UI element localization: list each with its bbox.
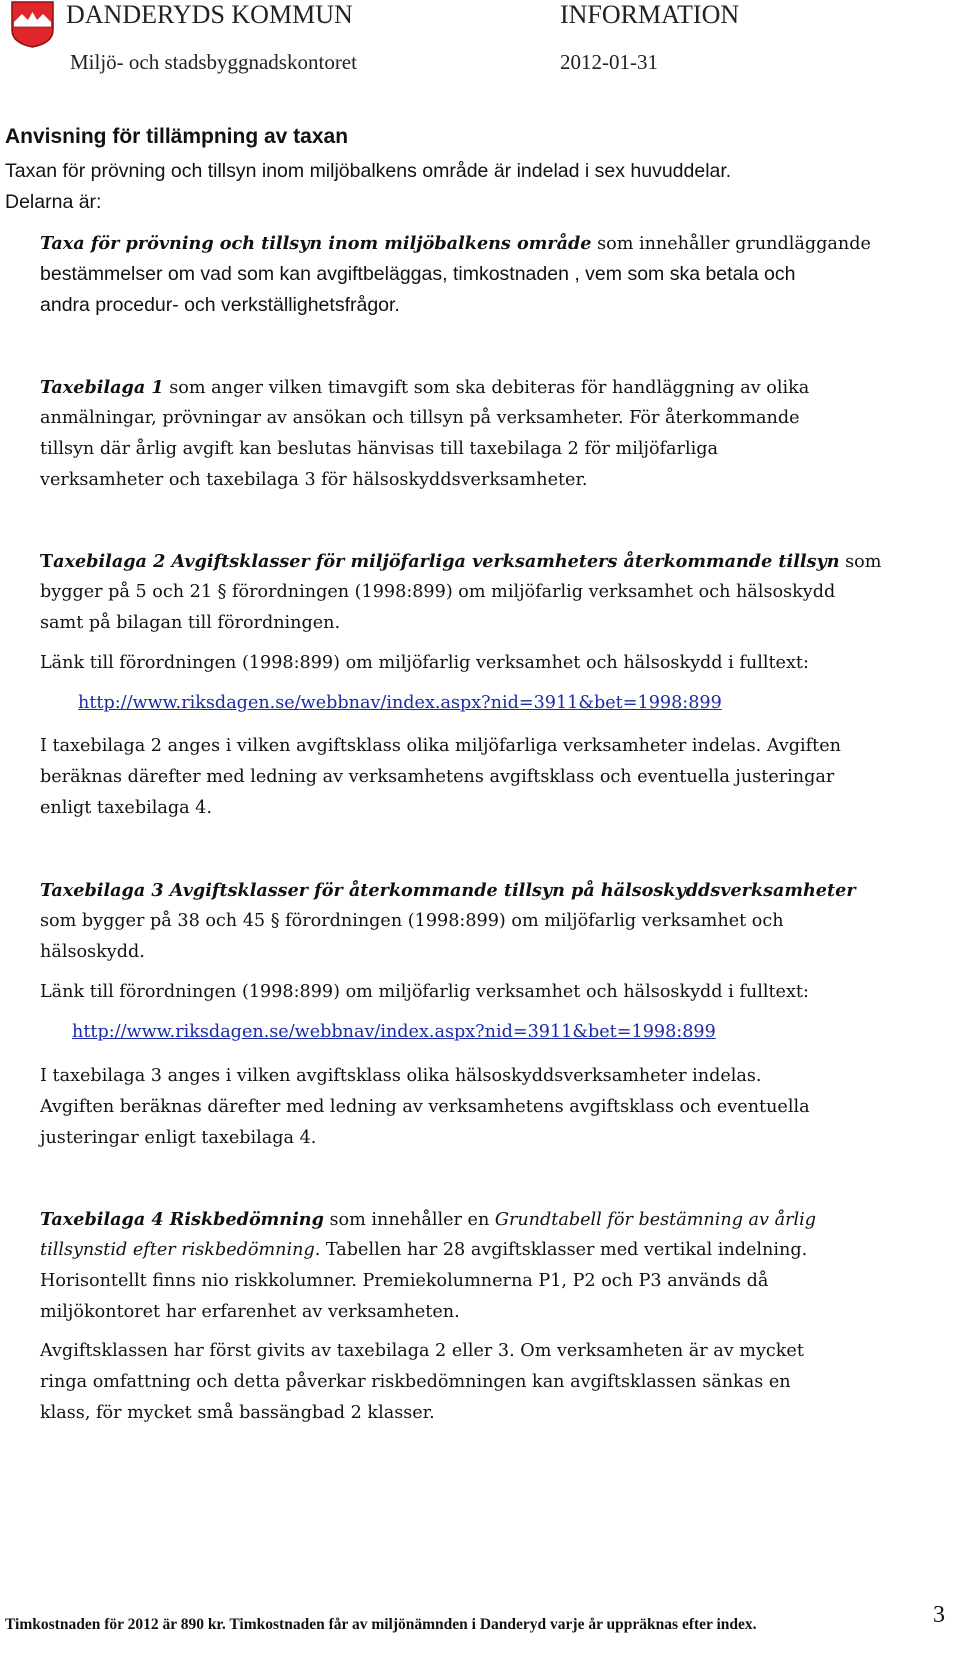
section-line: verksamheter och taxebilaga 3 för hälsoskyddsverksamheter.	[40, 470, 588, 490]
page-title: Anvisning för tillämpning av taxan	[5, 125, 349, 148]
link-label: Länk till förordningen (1998:899) om miljöfarlig verksamhet och hälsoskydd i fulltext:	[40, 653, 809, 673]
section-line: Avgiftsklassen har först givits av taxebilaga 2 eller 3. Om verksamheten är av mycket	[40, 1341, 804, 1361]
page-number: 3	[933, 1602, 945, 1628]
riksdagen-link[interactable]: http://www.riksdagen.se/webbnav/index.aspx?nid=3911&bet=1998:899	[78, 693, 722, 713]
document-type: INFORMATION	[560, 0, 740, 29]
organization-name: DANDERYDS KOMMUN	[66, 0, 353, 29]
section-taxebilaga-3	[40, 875, 856, 968]
riksdagen-link[interactable]: http://www.riksdagen.se/webbnav/index.aspx?nid=3911&bet=1998:899	[72, 1022, 716, 1042]
section-taxebilaga-4	[40, 1204, 816, 1328]
section-taxebilaga-2	[40, 546, 881, 639]
section-line: justeringar enligt taxebilaga 4.	[40, 1128, 317, 1148]
section-lead: Taxebilaga 4 Riskbedömning	[40, 1209, 324, 1230]
section-text: som innehåller grundläggande	[591, 234, 871, 254]
section-line: beräknas därefter med ledning av verksamhetens avgiftsklass och eventuella justeringar	[40, 767, 835, 787]
section-line	[40, 1235, 816, 1266]
section-line: samt på bilagan till förordningen.	[40, 613, 341, 633]
section-line	[40, 546, 881, 577]
section-line: miljökontoret har erfarenhet av verksamheten.	[40, 1302, 460, 1322]
section-line: enligt taxebilaga 4.	[40, 798, 212, 818]
section-line	[40, 372, 809, 403]
section-text: som anger vilken timavgift som ska debiteras för handläggning av olika	[163, 378, 810, 398]
section-text: som innehåller en	[323, 1210, 495, 1230]
section-line: hälsoskydd.	[40, 942, 145, 962]
section-line	[40, 228, 871, 259]
section-lead: axebilaga 2 Avgiftsklasser för miljöfarliga verksamheters återkommande tillsyn	[53, 551, 840, 572]
danderyd-coat-of-arms-icon	[10, 0, 55, 48]
section-line: bygger på 5 och 21 § förordningen (1998:899) om miljöfarlig verksamhet och hälsoskydd	[40, 582, 836, 602]
section-line: ringa omfattning och detta påverkar riskbedömningen kan avgiftsklassen sänkas en	[40, 1372, 791, 1392]
section-line: bestämmelser om vad som kan avgiftbeläggas, timkostnaden , vem som ska betala och	[40, 263, 796, 285]
section-lead: Taxa för prövning och tillsyn inom miljöbalkens område	[40, 233, 592, 254]
intro-line: Taxan för prövning och tillsyn inom miljöbalkens område är indelad i sex huvuddelar.	[5, 160, 732, 182]
section-lead: Taxebilaga 3 Avgiftsklasser för återkommande tillsyn på hälsoskyddsverksamheter	[40, 880, 856, 901]
section-line: som bygger på 38 och 45 § förordningen (1998:899) om miljöfarlig verksamhet och	[40, 911, 784, 931]
section-taxebilaga-2-details	[40, 731, 841, 824]
section-line: klass, för mycket små bassängbad 2 klasser.	[40, 1403, 435, 1423]
section-line: Horisontellt finns nio riskkolumner. Premiekolumnerna P1, P2 och P3 används då	[40, 1271, 769, 1291]
section-line: andra procedur- och verkställighetsfrågor.	[40, 294, 400, 316]
section-line: I taxebilaga 2 anges i vilken avgiftsklass olika miljöfarliga verksamheter indelas. Avgiften	[40, 736, 841, 756]
intro-line: Delarna är:	[5, 191, 102, 213]
table-name: tillsynstid efter riskbedömning	[40, 1240, 315, 1260]
footer-note: Timkostnaden för 2012 är 890 kr. Timkostnaden får av miljönämnden i Danderyd varje år uppräknas efter index.	[5, 1616, 757, 1633]
section-lead: Taxebilaga 1	[40, 377, 164, 398]
section-lead-initial: T	[40, 551, 54, 572]
section-line: tillsyn där årlig avgift kan beslutas hänvisas till taxebilaga 2 för miljöfarliga	[40, 439, 718, 459]
table-name: Grundtabell för bestämning av årlig	[494, 1210, 816, 1230]
section-text: som	[839, 552, 882, 572]
section-taxebilaga-3-details	[40, 1061, 810, 1154]
section-taxebilaga-4-paragraph-2	[40, 1336, 804, 1429]
section-line: Avgiften beräknas därefter med ledning av verksamhetens avgiftsklass och eventuella	[40, 1097, 810, 1117]
section-taxa	[40, 228, 871, 321]
section-line: anmälningar, prövningar av ansökan och tillsyn på verksamheter. För återkommande	[40, 408, 800, 428]
department-name: Miljö- och stadsbyggnadskontoret	[70, 50, 357, 74]
document-date: 2012-01-31	[560, 50, 658, 74]
section-text: . Tabellen har 28 avgiftsklasser med vertikal indelning.	[314, 1240, 808, 1260]
section-line	[40, 1204, 816, 1235]
section-line: I taxebilaga 3 anges i vilken avgiftsklass olika hälsoskyddsverksamheter indelas.	[40, 1066, 762, 1086]
intro-paragraph	[5, 156, 731, 218]
link-label: Länk till förordningen (1998:899) om miljöfarlig verksamhet och hälsoskydd i fulltext:	[40, 982, 809, 1002]
section-taxebilaga-1	[40, 372, 809, 496]
